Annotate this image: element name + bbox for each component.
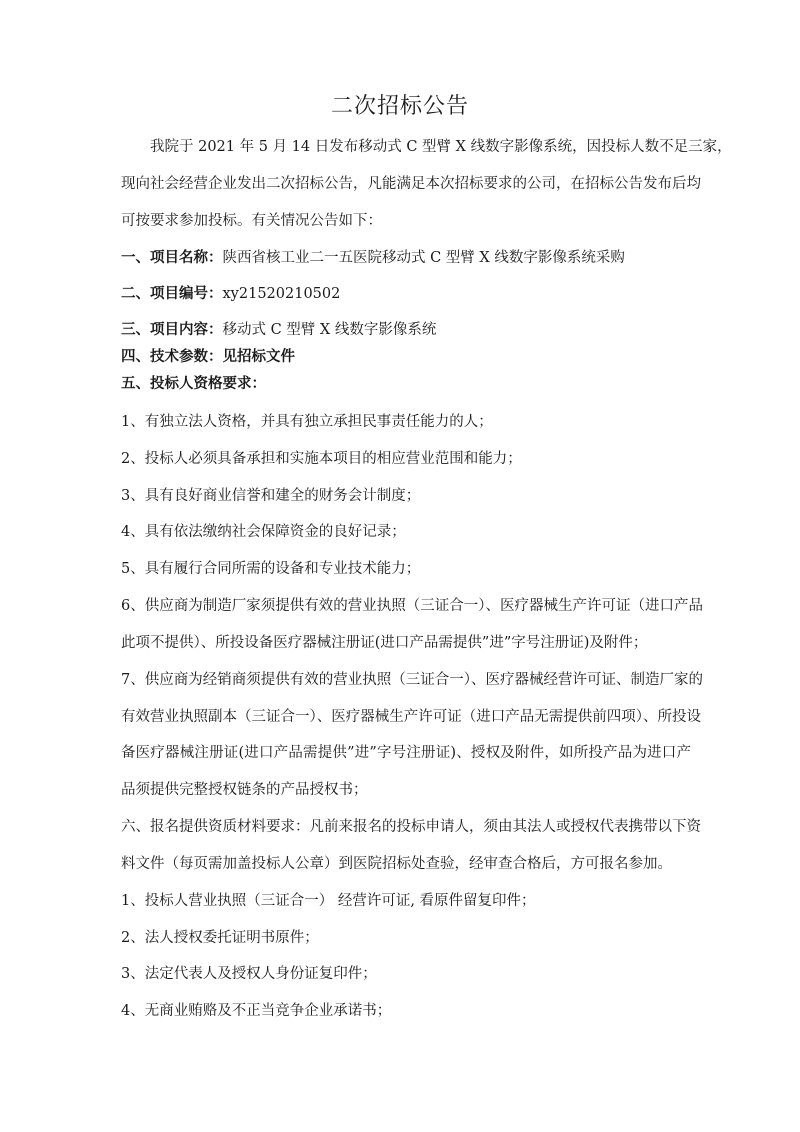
project-number-value: xy21520210502 — [222, 286, 341, 302]
qualification-item-7-line-1: 7、供应商为经销商须提供有效的营业执照（三证合一）、医疗器械经营许可证、制造厂家的 — [121, 672, 703, 688]
tech-params: 四、技术参数：见招标文件 — [121, 348, 295, 365]
section-6-line-1: 六、报名提供资质材料要求：凡前来报名的投标申请人，须由其法人或授权代表携带以下资 — [121, 819, 701, 835]
project-name-label: 一、项目名称： — [121, 249, 223, 266]
project-name — [121, 248, 691, 268]
intro-line-1: 我院于 2021 年 5 月 14 日发布移动式 C 型臂 X 线数字影像系统，因投标人数不足三家， — [150, 139, 732, 155]
qualification-item-2: 2、投标人必须具备承担和实施本项目的相应营业范围和能力； — [121, 451, 522, 467]
qualification-heading: 五、投标人资格要求： — [121, 375, 266, 392]
project-content-label: 三、项目内容： — [121, 321, 223, 338]
page-title: 二次招标公告 — [330, 94, 469, 119]
qualification-item-7-line-3: 备医疗器械注册证(进口产品需提供”进”字号注册证)、授权及附件，如所投产品为进口产 — [121, 745, 691, 761]
qualification-item-5: 5、具有履行合同所需的设备和专业技术能力； — [121, 561, 421, 577]
project-name-value: 陕西省核工业二一五医院移动式 C 型臂 X 线数字影像系统采购 — [222, 250, 625, 266]
section-6-line-2: 料文件（每页需加盖投标人公章）到医院招标处查验，经审查合格后，方可报名参加。 — [121, 856, 672, 872]
intro-line-3: 可按要求参加投标。有关情况公告如下： — [121, 213, 382, 229]
material-item-1: 1、投标人营业执照（三证合一） 经营许可证, 看原件留复印件； — [121, 893, 536, 909]
material-item-4: 4、无商业贿赂及不正当竞争企业承诺书； — [121, 1003, 392, 1019]
material-item-3: 3、法定代表人及授权人身份证复印件； — [121, 966, 377, 982]
qualification-item-4: 4、具有依法缴纳社会保障资金的良好记录； — [121, 524, 406, 540]
qualification-item-7-line-4: 品须提供完整授权链条的产品授权书； — [121, 782, 368, 798]
project-content — [121, 320, 691, 340]
qualification-item-6-line-1: 6、供应商为制造厂家须提供有效的营业执照（三证合一）、医疗器械生产许可证（进口产品 — [121, 598, 703, 614]
project-number — [121, 284, 691, 304]
intro-line-2: 现向社会经营企业发出二次招标公告，凡能满足本次招标要求的公司，在招标公告发布后均 — [121, 176, 701, 192]
project-number-label: 二、项目编号： — [121, 285, 223, 302]
qualification-item-1: 1、有独立法人资格，并具有独立承担民事责任能力的人； — [121, 414, 493, 430]
material-item-2: 2、法人授权委托证明书原件； — [121, 930, 319, 946]
qualification-item-6-line-2: 此项不提供）、所投设备医疗器械注册证(进口产品需提供”进”字号注册证)及附件； — [121, 635, 648, 651]
qualification-item-7-line-2: 有效营业执照副本（三证合一）、医疗器械生产许可证（进口产品无需提供前四项）、所投设 — [121, 709, 701, 725]
qualification-item-3: 3、具有良好商业信誉和建全的财务会计制度； — [121, 488, 421, 504]
project-content-value: 移动式 C 型臂 X 线数字影像系统 — [222, 322, 437, 338]
